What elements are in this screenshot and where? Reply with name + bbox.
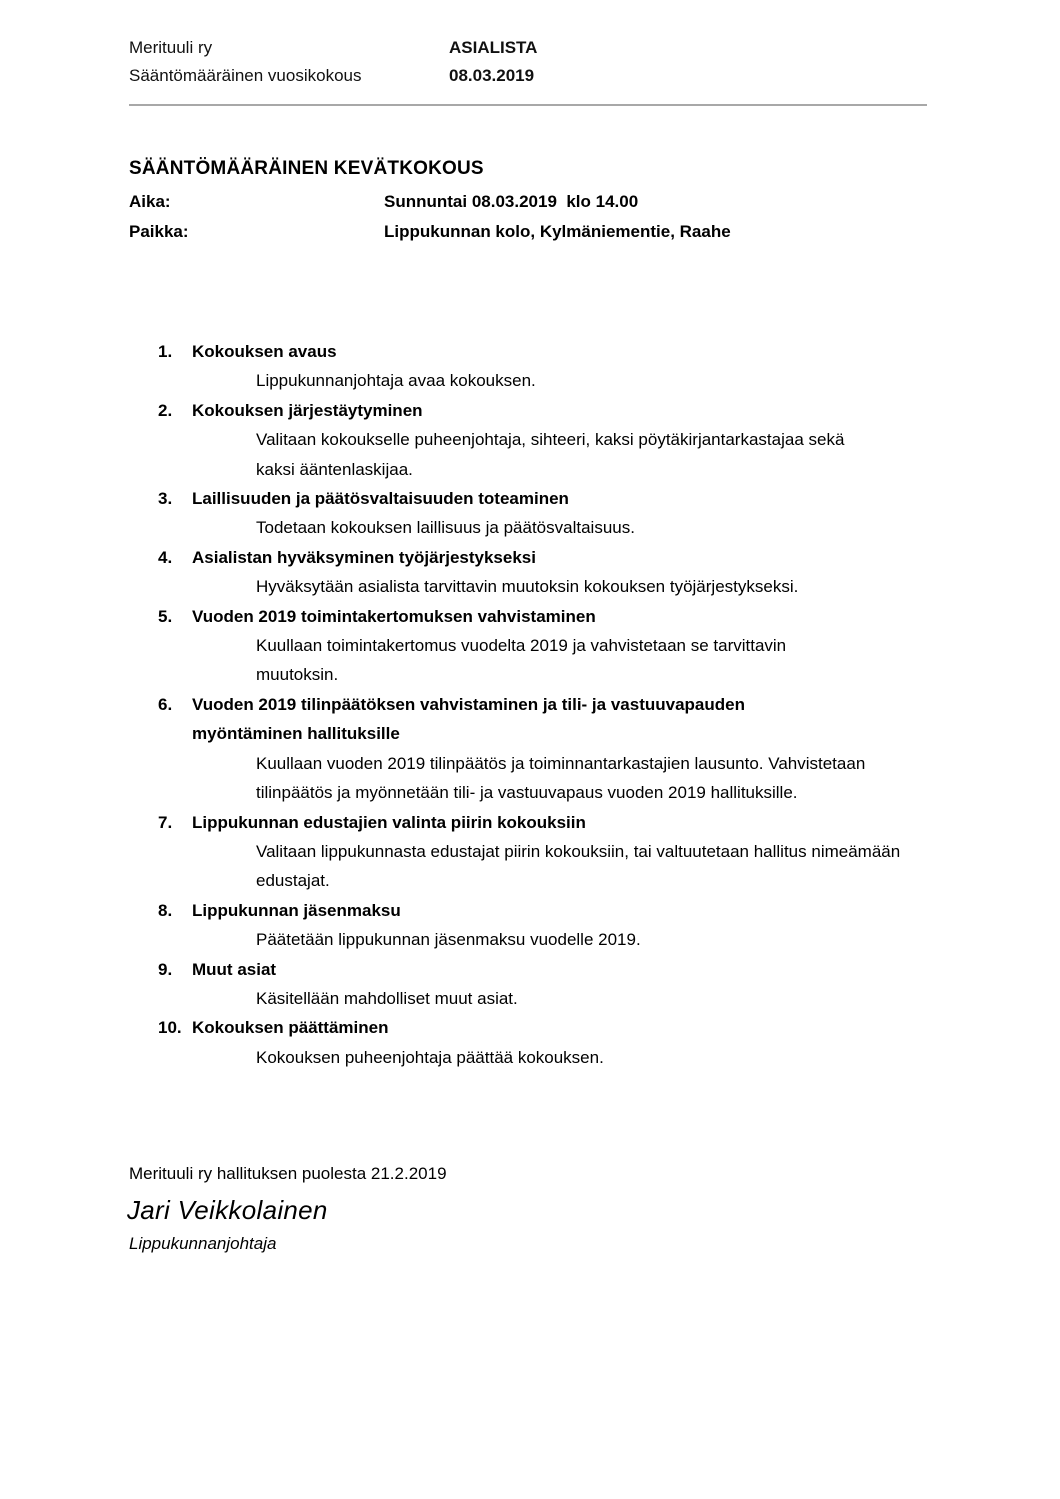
signer-role: Lippukunnanjohtaja — [129, 1234, 277, 1253]
agenda-item-description: Kuullaan vuoden 2019 tilinpäätös ja toiminnantarkastajien lausunto. Vahvistetaan tilinpäätös ja myönnetään tili- ja vastuuvapaus vuoden 2019 hallituksille. — [256, 753, 866, 803]
agenda-item — [158, 896, 918, 955]
agenda-item-description: Valitaan lippukunnasta edustajat piirin kokouksiin, tai valtuutetaan hallitus nimeämään edustajat. — [256, 841, 901, 891]
agenda-item-description: Valitaan kokoukselle puheenjohtaja, sihteeri, kaksi pöytäkirjantarkastajaa sekä kaksi ääntenlaskijaa. — [256, 430, 845, 479]
agenda-list — [158, 337, 918, 1072]
agenda-item-title: Lippukunnan jäsenmaksu — [192, 900, 401, 920]
meeting-time-value: Sunnuntai 08.03.2019 klo 14.00 — [384, 192, 639, 211]
agenda-item — [158, 396, 918, 484]
meeting-title: SÄÄNTÖMÄÄRÄINEN KEVÄTKOKOUS — [129, 158, 484, 179]
agenda-item-title: Asialistan hyväksyminen työjärjestykseksi — [192, 547, 536, 567]
agenda-item-number: 8. — [158, 900, 173, 920]
header-subtitle: Sääntömääräinen vuosikokous — [129, 66, 362, 85]
agenda-item-number: 7. — [158, 812, 173, 832]
agenda-item-number: 4. — [158, 547, 173, 567]
agenda-item-description: Hyväksytään asialista tarvittavin muutoksin kokouksen työjärjestykseksi. — [256, 577, 799, 597]
agenda-item — [158, 602, 918, 690]
agenda-item-number: 6. — [158, 694, 173, 714]
header-doc-type: ASIALISTA — [449, 38, 538, 57]
agenda-item-description: Todetaan kokouksen laillisuus ja päätösvaltaisuus. — [256, 518, 635, 538]
agenda-item-number: 2. — [158, 400, 173, 420]
agenda-item-description: Kuullaan toimintakertomus vuodelta 2019 ja vahvistetaan se tarvittavin muutoksin. — [256, 636, 787, 685]
signer-name: Jari Veikkolainen — [127, 1195, 328, 1225]
agenda-item-number: 9. — [158, 959, 173, 979]
agenda-item-number: 10. — [158, 1018, 182, 1038]
agenda-item-title: Vuoden 2019 tilinpäätöksen vahvistaminen ja tili- ja vastuuvapauden myöntäminen hallituksille — [192, 694, 745, 744]
meeting-place-value: Lippukunnan kolo, Kylmäniementie, Raahe — [384, 222, 731, 241]
header-left — [129, 34, 361, 90]
agenda-item-title: Kokouksen järjestäytyminen — [192, 400, 423, 420]
agenda-item-description: Käsitellään mahdolliset muut asiat. — [256, 988, 518, 1008]
agenda-item-title: Kokouksen avaus — [192, 342, 337, 361]
agenda-item-title: Muut asiat — [192, 959, 277, 979]
agenda-item-title: Vuoden 2019 toimintakertomuksen vahvistaminen — [192, 606, 596, 626]
agenda-item — [158, 808, 918, 896]
agenda-item — [158, 955, 918, 1014]
agenda-item — [158, 484, 918, 543]
meeting-place-label: Paikka: — [129, 222, 189, 241]
agenda-item — [158, 337, 918, 396]
agenda-item — [158, 1013, 918, 1072]
agenda-item-description: Päätetään lippukunnan jäsenmaksu vuodelle 2019. — [256, 930, 641, 950]
agenda-item-title: Lippukunnan edustajien valinta piirin kokouksiin — [192, 812, 586, 832]
header-org: Merituuli ry — [129, 38, 213, 57]
header-divider — [129, 104, 927, 106]
agenda-item-number: 5. — [158, 606, 173, 626]
agenda-item-number: 1. — [158, 342, 173, 361]
header-right — [449, 34, 537, 90]
meeting-time-label: Aika: — [129, 192, 171, 211]
agenda-item-title: Laillisuuden ja päätösvaltaisuuden toteaminen — [192, 489, 569, 509]
agenda-item — [158, 690, 918, 808]
signature-intro: Merituuli ry hallituksen puolesta 21.2.2019 — [129, 1164, 447, 1183]
agenda-item-number: 3. — [158, 489, 173, 509]
agenda-item-title: Kokouksen päättäminen — [192, 1018, 389, 1038]
agenda-item — [158, 543, 918, 602]
header-date: 08.03.2019 — [449, 66, 535, 85]
agenda-item-description: Lippukunnanjohtaja avaa kokouksen. — [256, 371, 536, 391]
agenda-item-description: Kokouksen puheenjohtaja päättää kokouksen. — [256, 1047, 604, 1067]
